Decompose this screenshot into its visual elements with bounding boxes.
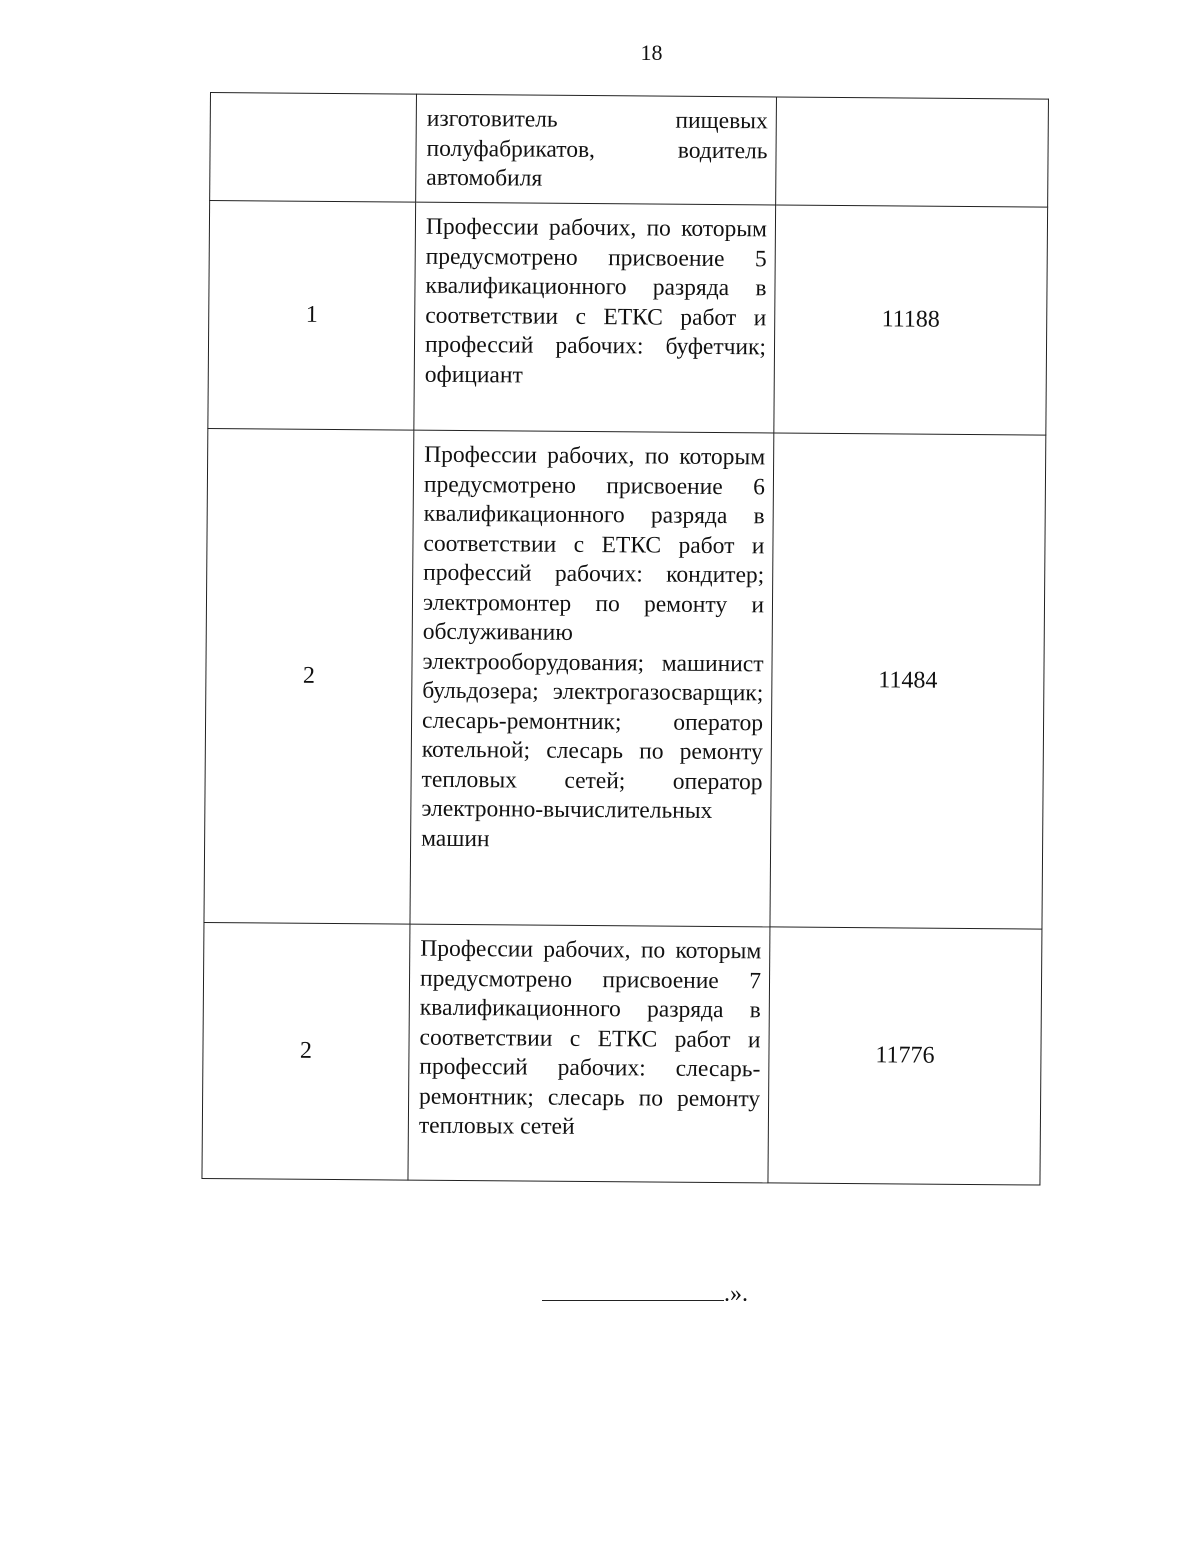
- table-row: [202, 922, 1042, 1185]
- profession-description-cell: Профессии рабочих, по которым предусмотрено присвоение 5 квалификационного разряда в соответствии с ЕТКС работ и профессий рабочих: буфетчик; официант: [414, 202, 776, 433]
- table-row: [208, 201, 1048, 436]
- closing-line: [542, 1280, 748, 1308]
- closing-quote-mark: .».: [724, 1281, 748, 1307]
- salary-table: [201, 92, 1049, 1186]
- qualification-group-cell: 2: [202, 922, 410, 1180]
- qualification-group-cell: 2: [204, 428, 414, 924]
- salary-amount-cell: 11776: [768, 927, 1042, 1185]
- profession-description-cell: Профессии рабочих, по которым предусмотрено присвоение 7 квалификационного разряда в соответствии с ЕТКС работ и профессий рабочих: слесарь-ремонтник; слесарь по ремонту тепловых сетей: [408, 924, 770, 1183]
- salary-amount-cell: 11188: [774, 205, 1048, 435]
- table-row: [210, 93, 1049, 208]
- table-row: [204, 428, 1046, 929]
- salary-amount-cell: [776, 97, 1049, 207]
- signature-underline: [542, 1280, 724, 1301]
- page-number: 18: [640, 40, 663, 65]
- profession-description-cell: Профессии рабочих, по которым предусмотрено присвоение 6 квалификационного разряда в соответствии с ЕТКС работ и профессий рабочих: кондитер; электромонтер по ремонту и обслуживанию электрооборудования; машинист бульдозера; электрогазосварщик; слесарь-ремонтник; оператор котельной; слесарь по ремонту тепловых сетей; оператор электронно-вычислительных машин: [410, 430, 774, 927]
- profession-description-cell: изготовитель пищевых полуфабрикатов, водитель автомобиля: [416, 94, 777, 205]
- qualification-group-cell: 1: [208, 201, 416, 431]
- qualification-group-cell: [210, 93, 417, 203]
- salary-amount-cell: 11484: [770, 433, 1046, 929]
